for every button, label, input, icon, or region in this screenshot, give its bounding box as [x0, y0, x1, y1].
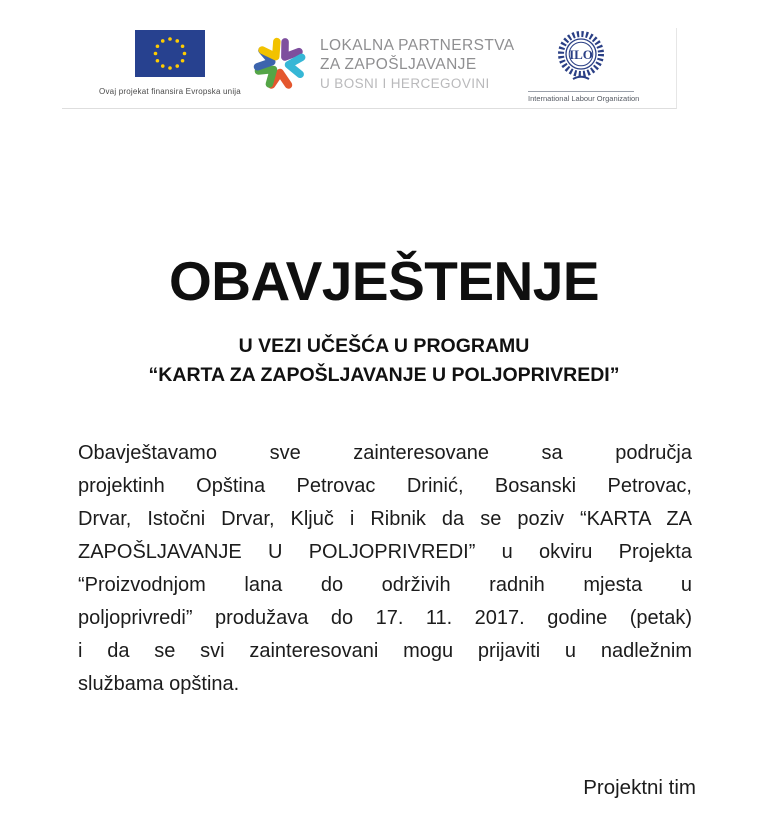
body-line: ZAPOŠLJAVANJE U POLJOPRIVREDI” u okviru Projekta — [78, 541, 692, 563]
ilo-monogram: ILO — [569, 47, 593, 62]
body-line: Drvar, Istočni Drvar, Ključ i Ribnik da se poziv “KARTA ZA — [78, 508, 692, 530]
notice-body — [78, 437, 692, 701]
notice-subtitle-line2: “KARTA ZA ZAPOŠLJAVANJE U POLJOPRIVREDI” — [148, 364, 620, 386]
signature: Projektni tim — [583, 776, 696, 799]
lpz-name-line2: ZA ZAPOŠLJAVANJE — [320, 56, 477, 73]
ilo-emblem-icon — [553, 28, 609, 84]
body-line: Obavještavamo sve zainteresovane sa područja — [78, 442, 692, 464]
notice-title: OBAVJEŠTENJE — [168, 250, 600, 312]
eu-logo — [96, 30, 244, 96]
logo-header — [62, 28, 677, 109]
notice-subtitle-line1: U VEZI UČEŠĆA U PROGRAMU — [238, 335, 530, 357]
body-line: poljoprivredi” produžava do 17. 11. 2017. godine (petak) — [78, 607, 692, 629]
eu-flag-icon — [135, 30, 205, 77]
body-line: i da se svi zainteresovani mogu prijaviti u nadležnim — [78, 640, 692, 662]
lpz-logo-text — [320, 36, 515, 93]
lpz-name-line3: U BOSNI I HERCEGOVINI — [320, 76, 490, 91]
ilo-caption: International Labour Organization — [528, 91, 634, 103]
body-line: projektinh Opština Petrovac Drinić, Bosanski Petrovac, — [78, 475, 692, 497]
body-line: “Proizvodnjom lana do održivih radnih mjesta u — [78, 574, 692, 596]
lpz-name-line1: LOKALNA PARTNERSTVA — [320, 37, 515, 54]
body-line: službama opština. — [78, 673, 240, 695]
eu-flag-caption: Ovaj projekat finansira Evropska unija — [99, 87, 241, 96]
ilo-logo — [520, 28, 642, 103]
lpz-star-icon — [248, 28, 312, 102]
